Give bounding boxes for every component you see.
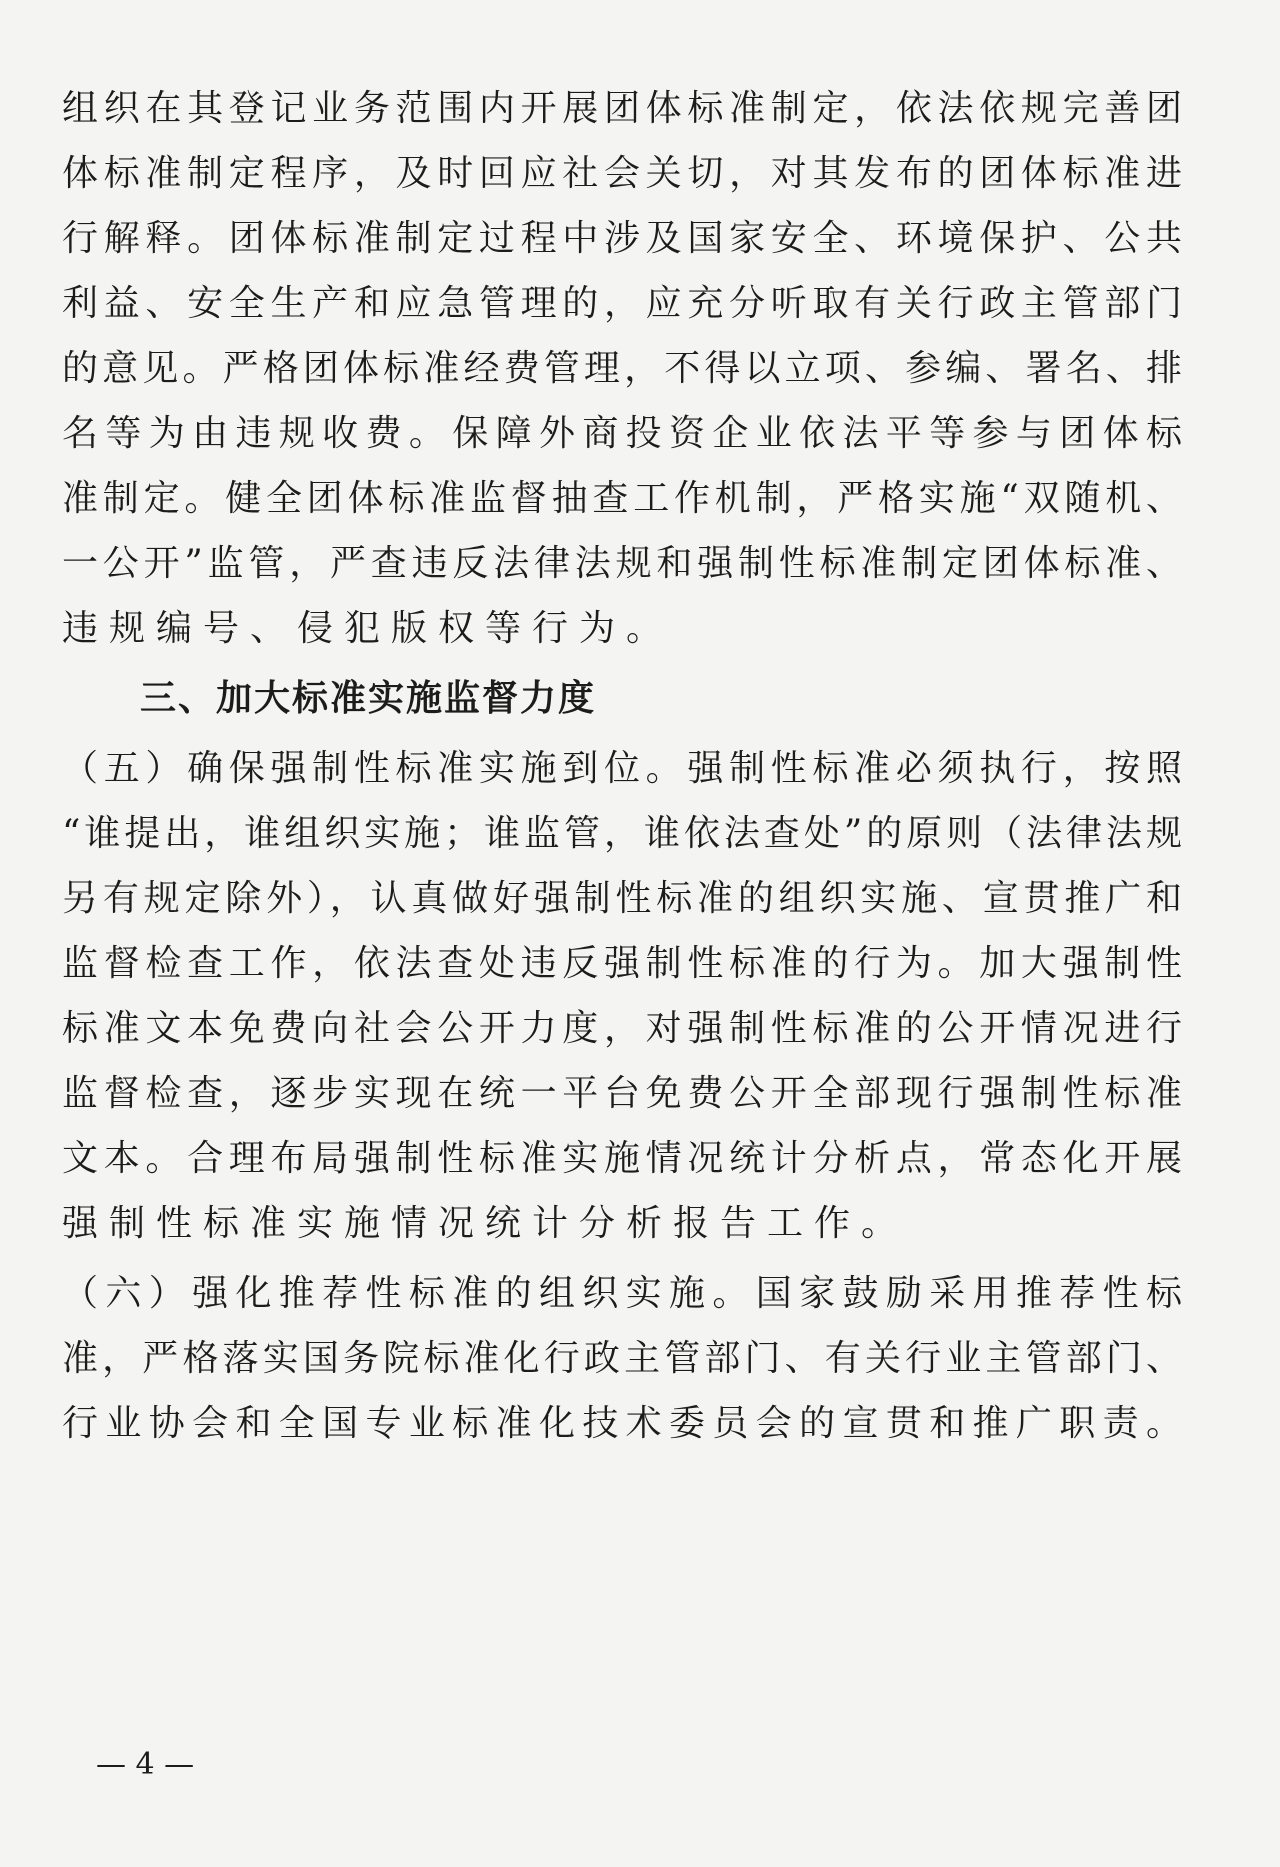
text-line: 名等为由违规收费。保障外商投资企业依法平等参与团体标 — [62, 413, 1182, 454]
text-line: 组织在其登记业务范围内开展团体标准制定，依法依规完善团 — [62, 88, 1182, 129]
paragraph-6-line: 准，严格落实国务院标准化行政主管部门、有关行业主管部门、 — [62, 1338, 1182, 1379]
paragraph-5-line: 监督检查工作，依法查处违反强制性标准的行为。加大强制性 — [62, 943, 1182, 984]
text-line: 的意见。严格团体标准经费管理，不得以立项、参编、署名、排 — [62, 348, 1182, 389]
paragraph-6-line: 行业协会和全国专业标准化技术委员会的宣贯和推广职责。 — [62, 1403, 1182, 1444]
paragraph-5-line: （五）确保强制性标准实施到位。强制性标准必须执行，按照 — [62, 748, 1182, 789]
paragraph-5-line: 另有规定除外），认真做好强制性标准的组织实施、宣贯推广和 — [62, 878, 1182, 919]
text-line: 行解释。团体标准制定过程中涉及国家安全、环境保护、公共 — [62, 218, 1182, 259]
paragraph-5-line: 监督检查，逐步实现在统一平台免费公开全部现行强制性标准 — [62, 1073, 1182, 1114]
text-line: 利益、安全生产和应急管理的，应充分听取有关行政主管部门 — [62, 283, 1182, 324]
text-line: 准制定。健全团体标准监督抽查工作机制，严格实施“双随机、 — [62, 478, 1182, 519]
paragraph-5-line: 强制性标准实施情况统计分析报告工作。 — [62, 1203, 909, 1244]
paragraph-5-line: 标准文本免费向社会公开力度，对强制性标准的公开情况进行 — [62, 1008, 1182, 1049]
section-heading: 三、加大标准实施监督力度 — [140, 678, 597, 719]
text-line: 一公开”监管，严查违反法律法规和强制性标准制定团体标准、 — [62, 543, 1182, 584]
paragraph-5-line: “谁提出，谁组织实施；谁监管，谁依法查处”的原则（法律法规 — [62, 813, 1182, 854]
paragraph-6-line: （六）强化推荐性标准的组织实施。国家鼓励采用推荐性标 — [62, 1273, 1182, 1314]
page-number: — 4 — — [96, 1747, 195, 1782]
text-line: 体标准制定程序，及时回应社会关切，对其发布的团体标准进 — [62, 153, 1182, 194]
paragraph-5-line: 文本。合理布局强制性标准实施情况统计分析点，常态化开展 — [62, 1138, 1182, 1179]
text-line: 违规编号、侵犯版权等行为。 — [62, 608, 674, 649]
